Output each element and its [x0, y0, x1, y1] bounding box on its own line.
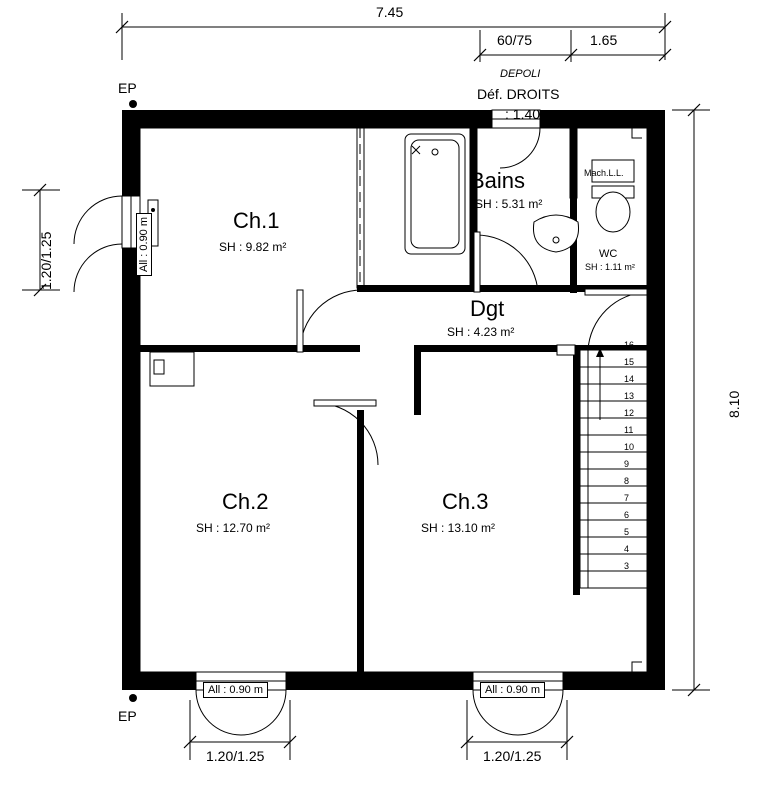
toilet-fixture: [592, 186, 634, 232]
opening-label-ch1: All : 0.90 m: [136, 213, 152, 276]
opening-label-ch3: All : 0.90 m: [480, 682, 545, 698]
dim-top-right-segment: 1.65: [590, 32, 618, 48]
marker-ep-top: EP: [118, 80, 137, 96]
room-area-dgt: SH : 4.23 m²: [447, 325, 515, 339]
room-area-ch2: SH : 12.70 m²: [196, 521, 271, 535]
annotation-depoli: DEPOLI: [500, 68, 541, 80]
room-area-ch3: SH : 13.10 m²: [421, 521, 496, 535]
stair-step-7: 7: [624, 493, 630, 503]
annotation-height: : 1.40: [505, 106, 541, 122]
right-dimension-line: [672, 110, 710, 690]
top-dimension-lines: [122, 13, 665, 62]
stair-step-5: 5: [624, 527, 630, 537]
stair-step-13: 13: [624, 391, 635, 401]
stair-step-4: 4: [624, 544, 630, 554]
dim-bottom-left: 1.20/1.25: [206, 748, 265, 764]
room-name-dgt: Dgt: [470, 296, 505, 321]
dim-right-total: 8.10: [726, 390, 742, 418]
stair-step-12: 12: [624, 408, 635, 418]
dim-bottom-right: 1.20/1.25: [483, 748, 542, 764]
stair-step-9: 9: [624, 459, 630, 469]
ep-marker-bottom-dot: [129, 694, 137, 702]
room-name-ch1: Ch.1: [233, 208, 280, 233]
room-area-bains: SH : 5.31 m²: [475, 197, 543, 211]
appliance-label-machine: Mach.L.L.: [584, 168, 624, 178]
stair-step-3: 3: [624, 561, 630, 571]
stair-step-10: 10: [624, 442, 635, 452]
room-name-bains: Bains: [470, 168, 526, 193]
dim-left-window: 1.20/1.25: [38, 231, 54, 290]
dim-top-total: 7.45: [376, 4, 404, 20]
room-name-wc: WC: [599, 248, 618, 260]
stair-step-6: 6: [624, 510, 630, 520]
marker-ep-bottom: EP: [118, 708, 137, 724]
staircase: [580, 348, 647, 588]
exterior-door-swings: [74, 196, 563, 735]
ep-marker-top-dot: [129, 100, 137, 108]
stair-step-8: 8: [624, 476, 630, 486]
stair-step-14: 14: [624, 374, 635, 384]
stair-step-16: 16: [624, 340, 635, 350]
annotation-def-droits: Déf. DROITS: [477, 86, 560, 102]
room-name-ch2: Ch.2: [222, 489, 269, 514]
bathtub-fixture: [405, 134, 465, 254]
room-name-ch3: Ch.3: [442, 489, 489, 514]
room-area-wc: SH : 1.11 m²: [585, 262, 635, 272]
room-area-ch1: SH : 9.82 m²: [219, 240, 287, 254]
stair-step-11: 11: [624, 425, 634, 435]
opening-label-ch2: All : 0.90 m: [203, 682, 268, 698]
dim-top-left-segment: 60/75: [497, 32, 533, 48]
interior-walls: [140, 128, 647, 672]
stair-step-15: 15: [624, 357, 635, 367]
